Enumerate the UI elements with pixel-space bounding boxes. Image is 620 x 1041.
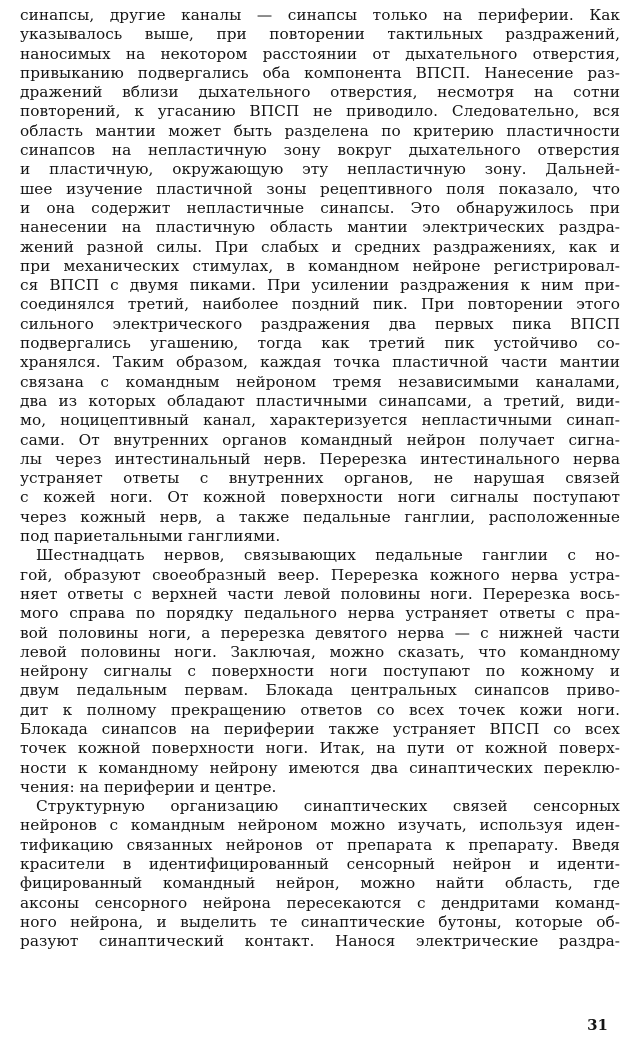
text-line: при механических стимулах, в командном нейроне регистрировал-	[20, 256, 620, 275]
text-line: разуют синаптический контакт. Нанося электрические раздра-	[20, 932, 620, 951]
text-line: тификацию связанных нейронов от препарата к препарату. Введя	[20, 835, 620, 854]
text-line: ся ВПСП с двумя пиками. При усилении раздражения к ним при-	[20, 276, 620, 295]
paragraph-2	[20, 546, 620, 797]
text-line: нанесении на пластичную область мантии электрических раздра-	[20, 218, 620, 237]
text-line: шее изучение пластичной зоны рецептивного поля показало, что	[20, 179, 620, 198]
text-line: ного нейрона, и выделить те синаптические бутоны, которые об-	[20, 912, 620, 931]
text-line: Структурную организацию синаптических связей сенсорных	[36, 797, 620, 816]
text-line: привыканию подвергались оба компонента ВПСП. Нанесение раз-	[20, 63, 620, 82]
text-line: чения: на периферии и центре.	[20, 777, 277, 796]
body-text	[20, 6, 620, 952]
text-line: соединялся третий, наиболее поздний пик. При повторении этого	[20, 295, 620, 314]
text-line: мо, ноцицептивный канал, характеризуется непластичными синап-	[20, 411, 620, 430]
text-line: под париетальными ганглиями.	[20, 527, 281, 546]
text-line: точек кожной поверхности ноги. Итак, на пути от кожной поверх-	[20, 739, 620, 758]
text-line: и пластичную, окружающую эту непластичную зону. Дальней-	[20, 160, 620, 179]
paragraph-1	[20, 6, 620, 546]
text-line: Блокада синапсов на периферии также устраняет ВПСП со всех	[20, 719, 620, 738]
text-line: лы через интестинальный нерв. Перерезка интестинального нерва	[20, 449, 620, 468]
text-line: подвергались угашению, тогда как третий пик устойчиво со-	[20, 334, 620, 353]
text-line: устраняет ответы с внутренних органов, не нарушая связей	[20, 469, 620, 488]
page-number: 31	[587, 1016, 608, 1034]
text-line: красители в идентифицированный сенсорный нейрон и иденти-	[20, 855, 620, 874]
text-line: повторений, к угасанию ВПСП не приводило. Следовательно, вся	[20, 102, 620, 121]
text-line: сами. От внутренних органов командный нейрон получает сигна-	[20, 430, 620, 449]
text-line: мого справа по порядку педального нерва устраняет ответы с пра-	[20, 604, 620, 623]
text-line: дражений вблизи дыхательного отверстия, несмотря на сотни	[20, 83, 620, 102]
text-line: хранялся. Таким образом, каждая точка пластичной части мантии	[20, 353, 620, 372]
text-line: два из которых обладают пластичными синапсами, а третий, види-	[20, 391, 620, 410]
text-line: вой половины ноги, а перерезка девятого нерва — с нижней части	[20, 623, 620, 642]
text-line: нейронов с командным нейроном можно изучать, используя иден-	[20, 816, 620, 835]
text-line: жений разной силы. При слабых и средних раздражениях, как и	[20, 237, 620, 256]
paragraph-3	[20, 797, 620, 951]
text-line: фицированный командный нейрон, можно найти область, где	[20, 874, 620, 893]
text-line: наносимых на некотором расстоянии от дыхательного отверстия,	[20, 44, 620, 63]
text-line: синапсов на непластичную зону вокруг дыхательного отверстия	[20, 141, 620, 160]
text-line: гой, образуют своеобразный веер. Перерезка кожного нерва устра-	[20, 565, 620, 584]
text-line: двум педальным первам. Блокада центральных синапсов приво-	[20, 681, 620, 700]
text-line: область мантии может быть разделена по критерию пластичности	[20, 121, 620, 140]
text-line: с кожей ноги. От кожной поверхности ноги сигналы поступают	[20, 488, 620, 507]
text-line: через кожный нерв, а также педальные ганглии, расположенные	[20, 507, 620, 526]
text-line: аксоны сенсорного нейрона пересекаются с дендритами команд-	[20, 893, 620, 912]
text-line: указывалось выше, при повторении тактильных раздражений,	[20, 25, 620, 44]
text-line: нейрону сигналы с поверхности ноги поступают по кожному и	[20, 662, 620, 681]
text-line: Шестнадцать нервов, связывающих педальные ганглии с но-	[36, 546, 620, 565]
text-line: дит к полному прекращению ответов со всех точек кожи ноги.	[20, 700, 620, 719]
text-line: связана с командным нейроном тремя независимыми каналами,	[20, 372, 620, 391]
text-line: левой половины ноги. Заключая, можно сказать, что командному	[20, 642, 620, 661]
text-line: сильного электрического раздражения два первых пика ВПСП	[20, 314, 620, 333]
text-line: ности к командному нейрону имеются два синаптических переклю-	[20, 758, 620, 777]
text-line: и она содержит непластичные синапсы. Это обнаружилось при	[20, 198, 620, 217]
text-line: синапсы, другие каналы — синапсы только на периферии. Как	[20, 6, 620, 24]
text-line: няет ответы с верхней части левой половины ноги. Перерезка вось-	[20, 584, 620, 603]
